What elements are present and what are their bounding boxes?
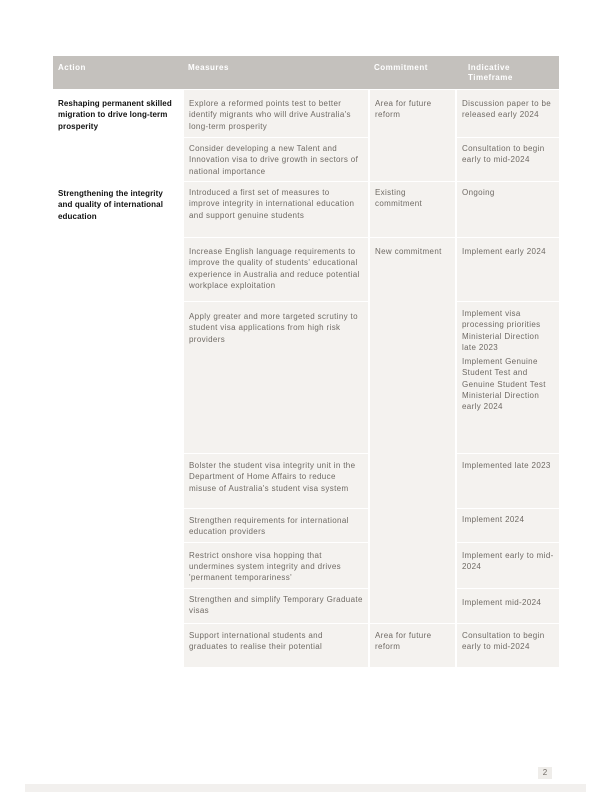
measure-cell: Strengthen and simplify Temporary Graduate visas <box>183 588 369 623</box>
header-action: Action <box>53 56 183 90</box>
commitment-cell: Existing commitment <box>369 182 456 238</box>
action-strengthening-international-education: Strengthening the integrity and quality of international education <box>53 182 183 668</box>
timeframe-cell: Consultation to begin early to mid-2024 <box>456 138 559 182</box>
footer-bar <box>25 784 586 792</box>
page-number: 2 <box>538 767 552 779</box>
measure-cell: Apply greater and more targeted scrutiny to student visa applications from high risk providers <box>183 302 369 454</box>
table-row <box>53 90 559 138</box>
timeframe-visa-processing: Implement visa processing priorities Ministerial Direction late 2023 <box>462 309 541 352</box>
timeframe-cell: Implemented late 2023 <box>456 454 559 509</box>
table-header-row <box>53 56 559 90</box>
measure-cell: Support international students and graduates to realise their potential <box>183 623 369 667</box>
migration-actions-table <box>53 56 559 667</box>
timeframe-cell: Implement early to mid-2024 <box>456 542 559 588</box>
timeframe-cell: Implement early 2024 <box>456 238 559 302</box>
timeframe-cell <box>456 302 559 454</box>
measure-cell: Consider developing a new Talent and Innovation visa to drive growth in sectors of national importance <box>183 138 369 182</box>
header-timeframe: Indicative Timeframe <box>456 56 559 90</box>
measure-cell: Bolster the student visa integrity unit in the Department of Home Affairs to reduce misuse of Australia's student visa system <box>183 454 369 509</box>
timeframe-cell: Implement 2024 <box>456 509 559 543</box>
timeframe-cell: Ongoing <box>456 182 559 238</box>
action-reshaping-skilled-migration: Reshaping permanent skilled migration to drive long-term prosperity <box>53 90 183 182</box>
header-commitment: Commitment <box>369 56 456 90</box>
commitment-cell: Area for future reform <box>369 90 456 182</box>
measure-cell: Strengthen requirements for international education providers <box>183 509 369 543</box>
timeframe-cell: Consultation to begin early to mid-2024 <box>456 623 559 667</box>
timeframe-cell: Discussion paper to be released early 2024 <box>456 90 559 138</box>
table-row <box>53 182 559 238</box>
measure-cell: Explore a reformed points test to better identify migrants who will drive Australia's long-term prosperity <box>183 90 369 138</box>
timeframe-genuine-student-test: Implement Genuine Student Test and Genuine Student Test Ministerial Direction early 2024 <box>462 357 546 412</box>
measure-cell: Increase English language requirements to improve the quality of students' educational experience in Australia and reduce potential workplace exploitation <box>183 238 369 302</box>
timeframe-cell: Implement mid-2024 <box>456 588 559 623</box>
commitment-cell: New commitment <box>369 238 456 624</box>
header-measures: Measures <box>183 56 369 90</box>
measure-cell: Restrict onshore visa hopping that undermines system integrity and drives 'permanent temporariness' <box>183 542 369 588</box>
commitment-cell: Area for future reform <box>369 623 456 667</box>
measure-cell: Introduced a first set of measures to improve integrity in international education and support genuine students <box>183 182 369 238</box>
